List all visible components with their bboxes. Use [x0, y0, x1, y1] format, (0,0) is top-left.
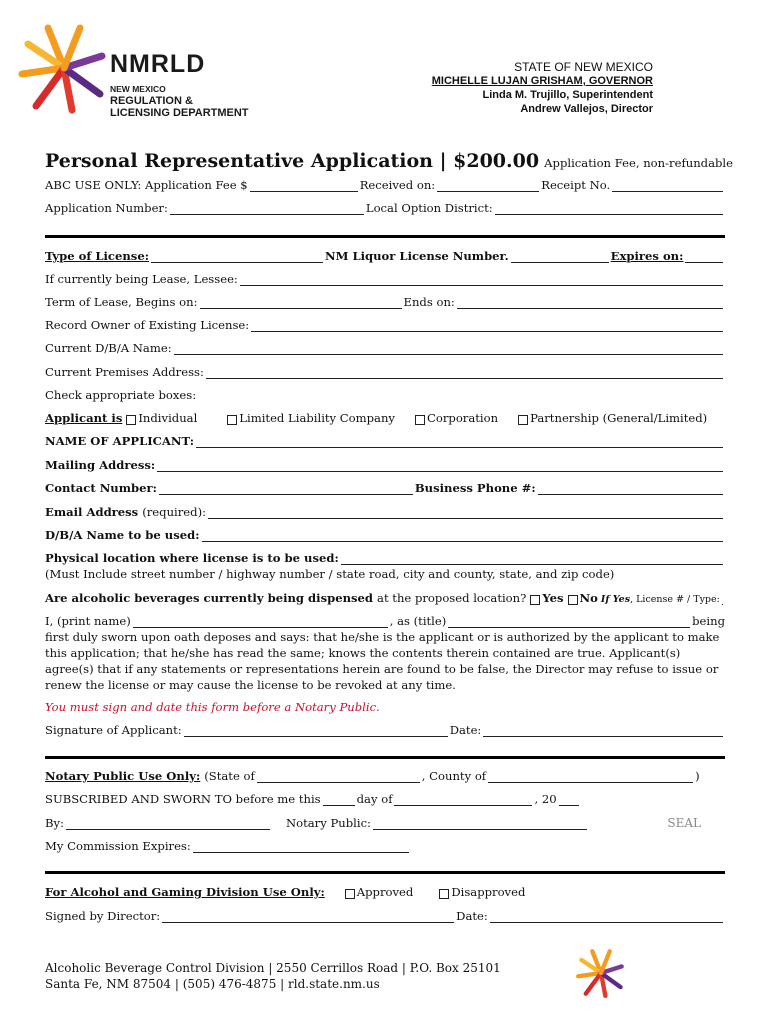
print-name-label: I, (print name) [45, 614, 131, 628]
individual-checkbox[interactable] [126, 415, 136, 425]
license-type-label: Type of License: [45, 249, 149, 263]
yes-checkbox[interactable] [530, 595, 540, 605]
director-signature-field[interactable] [162, 910, 454, 923]
applicant-name-label: NAME OF APPLICANT: [45, 434, 194, 448]
mailing-field[interactable] [157, 459, 723, 472]
expires-label: Expires on: [610, 249, 684, 263]
term-begins-field[interactable] [200, 296, 402, 309]
current-dba-label: Current D/B/A Name: [45, 341, 172, 355]
notary-divider [45, 756, 725, 759]
disapproved-label: Disapproved [451, 885, 526, 899]
corporation-checkbox[interactable] [415, 415, 425, 425]
applicant-date-field[interactable] [483, 724, 723, 737]
app-number-field[interactable] [170, 202, 364, 215]
received-label: Received on: [359, 178, 436, 192]
notary-by-field[interactable] [66, 817, 270, 830]
dispensed-label: Are alcoholic beverages currently being dispensed [45, 591, 374, 605]
license-type-note: , License # / Type: [630, 594, 720, 605]
sworn-day-field[interactable] [323, 793, 355, 806]
sworn-label: SUBSCRIBED AND SWORN TO before me this [45, 792, 321, 806]
applicant-date-label: Date: [449, 723, 482, 737]
partnership-checkbox[interactable] [518, 415, 528, 425]
notary-state-field[interactable] [257, 770, 420, 783]
division-use-label: For Alcohol and Gaming Division Use Only: [45, 885, 325, 899]
as-title-label: , as (title) [389, 614, 447, 628]
disapproved-checkbox[interactable] [439, 889, 449, 899]
email-required: (required): [142, 505, 206, 519]
app-number-label: Application Number: [45, 201, 168, 215]
superintendent-name: Linda M. Trujillo, Superintendent [482, 89, 653, 101]
year-label: , 20 [534, 792, 557, 806]
llc-checkbox[interactable] [227, 415, 237, 425]
applicant-is-label: Applicant is [45, 411, 123, 425]
local-option-label: Local Option District: [365, 201, 493, 215]
governor-name: MICHELLE LUJAN GRISHAM, GOVERNOR [431, 75, 653, 87]
check-boxes-label: Check appropriate boxes: [45, 388, 197, 402]
llc-label: Limited Liability Company [239, 411, 395, 425]
approved-label: Approved [356, 885, 414, 899]
dba-used-field[interactable] [202, 529, 723, 542]
nm-number-field[interactable] [511, 250, 609, 263]
director-date-label: Date: [456, 909, 488, 923]
business-phone-label: Business Phone #: [414, 481, 536, 495]
physical-location-label: Physical location where license is to be used: [45, 551, 339, 565]
lease-label: If currently being Lease, Lessee: [45, 272, 238, 286]
logo-sub-1: NEW MEXICO [110, 84, 166, 94]
physical-location-note: (Must Include street number / highway number / state road, city and county, state, and zip code) [45, 567, 615, 581]
section-divider [45, 235, 725, 238]
notary-notice: You must sign and date this form before a Notary Public. [45, 700, 380, 714]
director-date-field[interactable] [490, 910, 723, 923]
notary-public-label: Notary Public: [285, 816, 371, 830]
applicant-signature-label: Signature of Applicant: [45, 723, 182, 737]
commission-label: My Commission Expires: [45, 839, 191, 853]
nm-number-label: NM Liquor License Number. [324, 249, 509, 263]
premises-field[interactable] [206, 366, 723, 379]
title-main: Personal Representative Application | $200.00 [45, 150, 540, 172]
sworn-month-field[interactable] [394, 793, 532, 806]
title-fee-note: Application Fee, non-refundable [544, 156, 733, 170]
yes-label: Yes [542, 591, 564, 605]
director-signed-label: Signed by Director: [45, 909, 161, 923]
state-heading: STATE OF NEW MEXICO [514, 60, 653, 74]
director-name: Andrew Vallejos, Director [520, 103, 653, 115]
dba-used-label: D/B/A Name to be used: [45, 528, 200, 542]
record-owner-field[interactable] [251, 319, 723, 332]
footer-line-1: Alcoholic Beverage Control Division | 2550 Cerrillos Road | P.O. Box 25101 [45, 961, 501, 975]
approved-checkbox[interactable] [345, 889, 355, 899]
applicant-signature-field[interactable] [184, 724, 448, 737]
being-label: being [692, 614, 725, 628]
receipt-field[interactable] [612, 179, 723, 192]
commission-field[interactable] [193, 840, 409, 853]
partnership-label: Partnership (General/Limited) [530, 411, 708, 425]
close-paren: ) [695, 769, 700, 783]
footer-star-logo [576, 948, 626, 998]
no-checkbox[interactable] [568, 595, 578, 605]
fee-field[interactable] [250, 179, 358, 192]
record-owner-label: Record Owner of Existing License: [45, 318, 250, 332]
expires-field[interactable] [685, 250, 723, 263]
contact-field[interactable] [159, 482, 413, 495]
lessee-field[interactable] [240, 273, 723, 286]
mailing-label: Mailing Address: [45, 458, 156, 472]
ends-label: Ends on: [403, 295, 455, 309]
day-of-label: day of [356, 792, 393, 806]
state-of-label: (State of [204, 769, 255, 783]
print-name-field[interactable] [133, 615, 388, 628]
license-number-type-field[interactable] [722, 592, 723, 605]
premises-label: Current Premises Address: [45, 365, 204, 379]
if-yes-label: If Yes [600, 594, 631, 605]
contact-label: Contact Number: [45, 481, 157, 495]
individual-label: Individual [138, 411, 198, 425]
corporation-label: Corporation [427, 411, 499, 425]
footer-line-2: Santa Fe, NM 87504 | (505) 476-4875 | rld.state.nm.us [45, 977, 380, 991]
form-title [45, 150, 733, 172]
dispensed-rest: at the proposed location? [377, 591, 527, 605]
footer-address [45, 960, 501, 992]
nmrld-star-logo [18, 22, 110, 114]
oath-text: first duly sworn upon oath deposes and says: that he/she is the applicant or is authorized by the applicant to make this application; that he/she has read the same; knows the contents therein contained are true. Applicant(s) agree(s) that if any statements or representations herein are found to be false, the Director may refuse to issue or renew the license or may cause the license to be revoked at any time. [45, 630, 720, 692]
seal-label: SEAL [667, 816, 701, 830]
email-field[interactable] [208, 506, 723, 519]
fee-label: ABC USE ONLY: Application Fee $ [45, 178, 248, 192]
received-field[interactable] [437, 179, 539, 192]
title-field[interactable] [448, 615, 690, 628]
county-of-label: , County of [421, 769, 487, 783]
applicant-name-field[interactable] [196, 435, 723, 448]
current-dba-field[interactable] [174, 342, 723, 355]
sworn-year-field[interactable] [559, 793, 579, 806]
logo-sub-2: REGULATION & [110, 95, 193, 107]
notary-use-label: Notary Public Use Only: [45, 769, 201, 783]
license-type-field[interactable] [151, 250, 323, 263]
agency-header [432, 60, 653, 116]
logo-wordmark: NMRLD [110, 50, 206, 78]
by-label: By: [45, 816, 64, 830]
term-ends-field[interactable] [457, 296, 723, 309]
local-option-field[interactable] [495, 202, 723, 215]
email-label: Email Address [45, 505, 139, 519]
notary-county-field[interactable] [488, 770, 693, 783]
division-divider [45, 871, 725, 874]
business-phone-field[interactable] [538, 482, 723, 495]
logo-sub-3: LICENSING DEPARTMENT [110, 107, 249, 119]
term-label: Term of Lease, Begins on: [45, 295, 198, 309]
notary-public-field[interactable] [373, 817, 587, 830]
no-label: No [579, 591, 598, 605]
physical-location-field[interactable] [341, 552, 723, 565]
receipt-label: Receipt No. [541, 178, 611, 192]
